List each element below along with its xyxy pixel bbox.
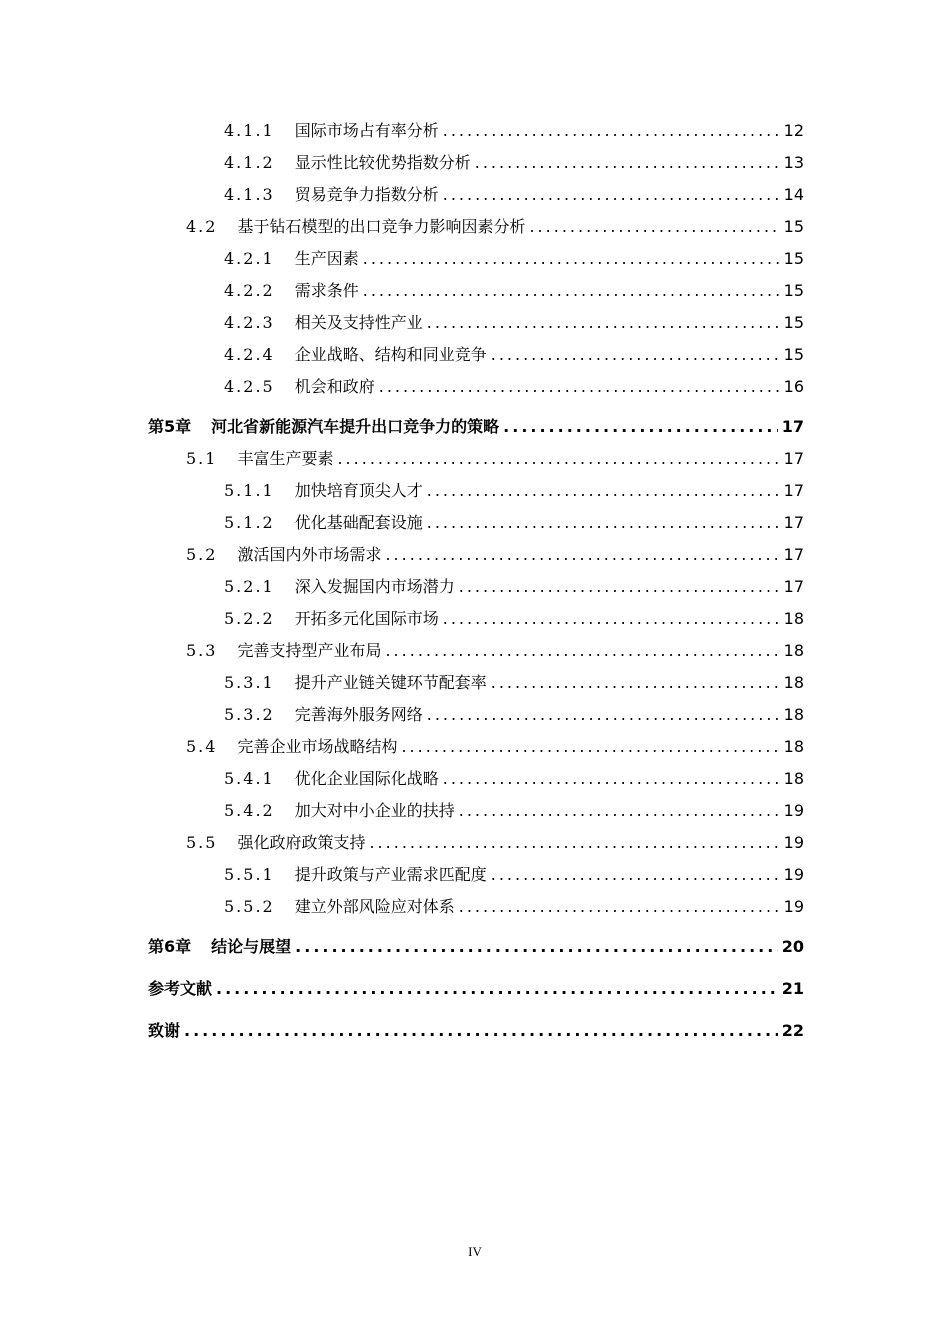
toc-entry-number: 第6章 [148, 937, 192, 956]
toc-entry[interactable] [0, 312, 804, 334]
toc-entry[interactable] [0, 544, 804, 566]
dot-leader [337, 448, 779, 470]
toc-entry[interactable] [0, 672, 804, 694]
toc-entry-page: 17 [783, 449, 804, 468]
toc-entry-title: 完善支持型产业布局 [237, 641, 382, 660]
toc-entry-page: 17 [783, 577, 804, 596]
toc-entry-title: 深入发掘国内市场潜力 [294, 577, 455, 596]
toc-entry-number: 5.4.1 [224, 769, 275, 788]
dot-leader [184, 1020, 778, 1042]
toc-entry-page: 22 [781, 1021, 804, 1040]
toc-entry[interactable] [0, 416, 804, 438]
toc-entry-page: 15 [783, 345, 804, 364]
toc-entry-title: 参考文献 [148, 979, 213, 998]
toc-entry-number: 5.2 [186, 545, 218, 564]
toc-entry-title: 提升产业链关键环节配套率 [294, 673, 487, 692]
toc-entry-number: 4.1.1 [224, 121, 275, 140]
toc-entry-title: 需求条件 [294, 281, 359, 300]
toc-entry-page: 17 [783, 545, 804, 564]
dot-leader [443, 120, 780, 142]
dot-leader [491, 672, 780, 694]
toc-entry-page: 18 [783, 609, 804, 628]
toc-entry[interactable] [0, 512, 804, 534]
toc-entry-number: 5.5.2 [224, 897, 275, 916]
toc-entry-title: 相关及支持性产业 [294, 313, 423, 332]
toc-entry-title: 河北省新能源汽车提升出口竞争力的策略 [211, 417, 500, 436]
toc-entry-page: 14 [783, 185, 804, 204]
toc-entry-number: 4.2.4 [224, 345, 275, 364]
dot-leader [459, 896, 780, 918]
toc-entry-number: 5.2.1 [224, 577, 275, 596]
toc-entry-title: 加大对中小企业的扶持 [294, 801, 455, 820]
toc-entry-number: 4.2.2 [224, 281, 275, 300]
toc-entry-title: 提升政策与产业需求匹配度 [294, 865, 487, 884]
toc-entry-number: 5.3.1 [224, 673, 275, 692]
toc-entry-title: 生产因素 [294, 249, 359, 268]
toc-entry-page: 18 [783, 769, 804, 788]
dot-leader [401, 736, 779, 758]
toc-entry-number: 5.5.1 [224, 865, 275, 884]
toc-entry-title: 激活国内外市场需求 [237, 545, 382, 564]
dot-leader [363, 280, 780, 302]
dot-leader [363, 248, 780, 270]
dot-leader [385, 544, 779, 566]
toc-entry-page: 18 [783, 673, 804, 692]
toc-entry[interactable] [0, 344, 804, 366]
toc-entry-number: 4.1.2 [224, 153, 275, 172]
toc-entry-page: 15 [783, 249, 804, 268]
dot-leader [427, 480, 780, 502]
toc-entry-page: 19 [783, 865, 804, 884]
dot-leader [427, 512, 780, 534]
dot-leader [443, 608, 780, 630]
toc-entry-number: 4.2.1 [224, 249, 275, 268]
toc-entry[interactable] [0, 576, 804, 598]
dot-leader [459, 800, 780, 822]
toc-entry[interactable] [0, 152, 804, 174]
toc-entry-title: 贸易竞争力指数分析 [294, 185, 439, 204]
toc-entry[interactable] [0, 280, 804, 302]
dot-leader [379, 376, 780, 398]
toc-entry[interactable] [0, 480, 804, 502]
dot-leader [369, 832, 779, 854]
toc-entry-number: 4.1.3 [224, 185, 275, 204]
toc-entry[interactable] [0, 448, 804, 470]
toc-entry-page: 19 [783, 833, 804, 852]
toc-entry-title: 企业战略、结构和同业竞争 [294, 345, 487, 364]
toc-entry-number: 5.1 [186, 449, 218, 468]
dot-leader [459, 576, 780, 598]
toc-entry-page: 21 [781, 979, 804, 998]
toc-entry-page: 15 [783, 281, 804, 300]
toc-entry-title: 加快培育顶尖人才 [294, 481, 423, 500]
toc-entry-page: 19 [783, 801, 804, 820]
toc-entry-title: 完善企业市场战略结构 [237, 737, 398, 756]
dot-leader [427, 312, 780, 334]
toc-entry-page: 17 [783, 513, 804, 532]
toc-entry-page: 12 [783, 121, 804, 140]
toc-entry-page: 18 [783, 705, 804, 724]
dot-leader [443, 184, 780, 206]
toc-entry-page: 20 [781, 937, 804, 956]
toc-entry-title: 机会和政府 [294, 377, 375, 396]
toc-entry-page: 19 [783, 897, 804, 916]
toc-entry-page: 13 [783, 153, 804, 172]
toc-entry-number: 5.1.2 [224, 513, 275, 532]
toc-entry-number: 5.4.2 [224, 801, 275, 820]
toc-entry[interactable] [0, 768, 804, 790]
toc-entry[interactable] [0, 978, 804, 1000]
toc-entry-page: 16 [783, 377, 804, 396]
toc-entry[interactable] [0, 184, 804, 206]
toc-entry[interactable] [0, 864, 804, 886]
toc-entry-title: 完善海外服务网络 [294, 705, 423, 724]
toc-entry-number: 5.1.1 [224, 481, 275, 500]
toc-entry-title: 致谢 [148, 1021, 181, 1040]
toc-entry-page: 15 [783, 217, 804, 236]
dot-leader [503, 416, 778, 438]
toc-entry-title: 显示性比较优势指数分析 [294, 153, 471, 172]
toc-entry[interactable] [0, 216, 804, 238]
toc-entry[interactable] [0, 120, 804, 142]
toc-entry-page: 18 [783, 737, 804, 756]
toc-entry-title: 丰富生产要素 [237, 449, 334, 468]
toc-entry-page: 18 [783, 641, 804, 660]
dot-leader [475, 152, 780, 174]
dot-leader [443, 768, 780, 790]
toc-entry[interactable] [0, 936, 804, 958]
toc-entry-number: 4.2.5 [224, 377, 275, 396]
toc-entry[interactable] [0, 896, 804, 918]
dot-leader [216, 978, 778, 1000]
toc-entry[interactable] [0, 248, 804, 270]
toc-entry-page: 17 [783, 481, 804, 500]
dot-leader [491, 344, 780, 366]
toc-entry-title: 结论与展望 [211, 937, 292, 956]
dot-leader [491, 864, 780, 886]
toc-entry-title: 优化企业国际化战略 [294, 769, 439, 788]
toc-entry[interactable] [0, 704, 804, 726]
toc-entry[interactable] [0, 608, 804, 630]
toc-entry-title: 开拓多元化国际市场 [294, 609, 439, 628]
toc-entry-page: 17 [781, 417, 804, 436]
toc-entry-title: 基于钻石模型的出口竞争力影响因素分析 [237, 217, 526, 236]
toc-entry-title: 优化基础配套设施 [294, 513, 423, 532]
toc-entry-number: 5.3.2 [224, 705, 275, 724]
toc-entry-number: 5.2.2 [224, 609, 275, 628]
toc-entry[interactable] [0, 640, 804, 662]
toc-entry-number: 5.5 [186, 833, 218, 852]
toc-entry-number: 4.2 [186, 217, 218, 236]
toc-entry-number: 4.2.3 [224, 313, 275, 332]
toc-entry[interactable] [0, 1020, 804, 1042]
toc-entry[interactable] [0, 736, 804, 758]
page-number: IV [468, 1244, 482, 1259]
dot-leader [385, 640, 779, 662]
toc-entry-number: 5.3 [186, 641, 218, 660]
dot-leader [427, 704, 780, 726]
toc-entry-page: 15 [783, 313, 804, 332]
toc-entry-title: 国际市场占有率分析 [294, 121, 439, 140]
dot-leader [295, 936, 778, 958]
toc-entry-title: 强化政府政策支持 [237, 833, 366, 852]
toc-entry-title: 建立外部风险应对体系 [294, 897, 455, 916]
toc-entry[interactable] [0, 800, 804, 822]
toc-entry-number: 5.4 [186, 737, 218, 756]
dot-leader [529, 216, 779, 238]
toc-entry[interactable] [0, 376, 804, 398]
toc-entry[interactable] [0, 832, 804, 854]
toc-entry-number: 第5章 [148, 417, 192, 436]
